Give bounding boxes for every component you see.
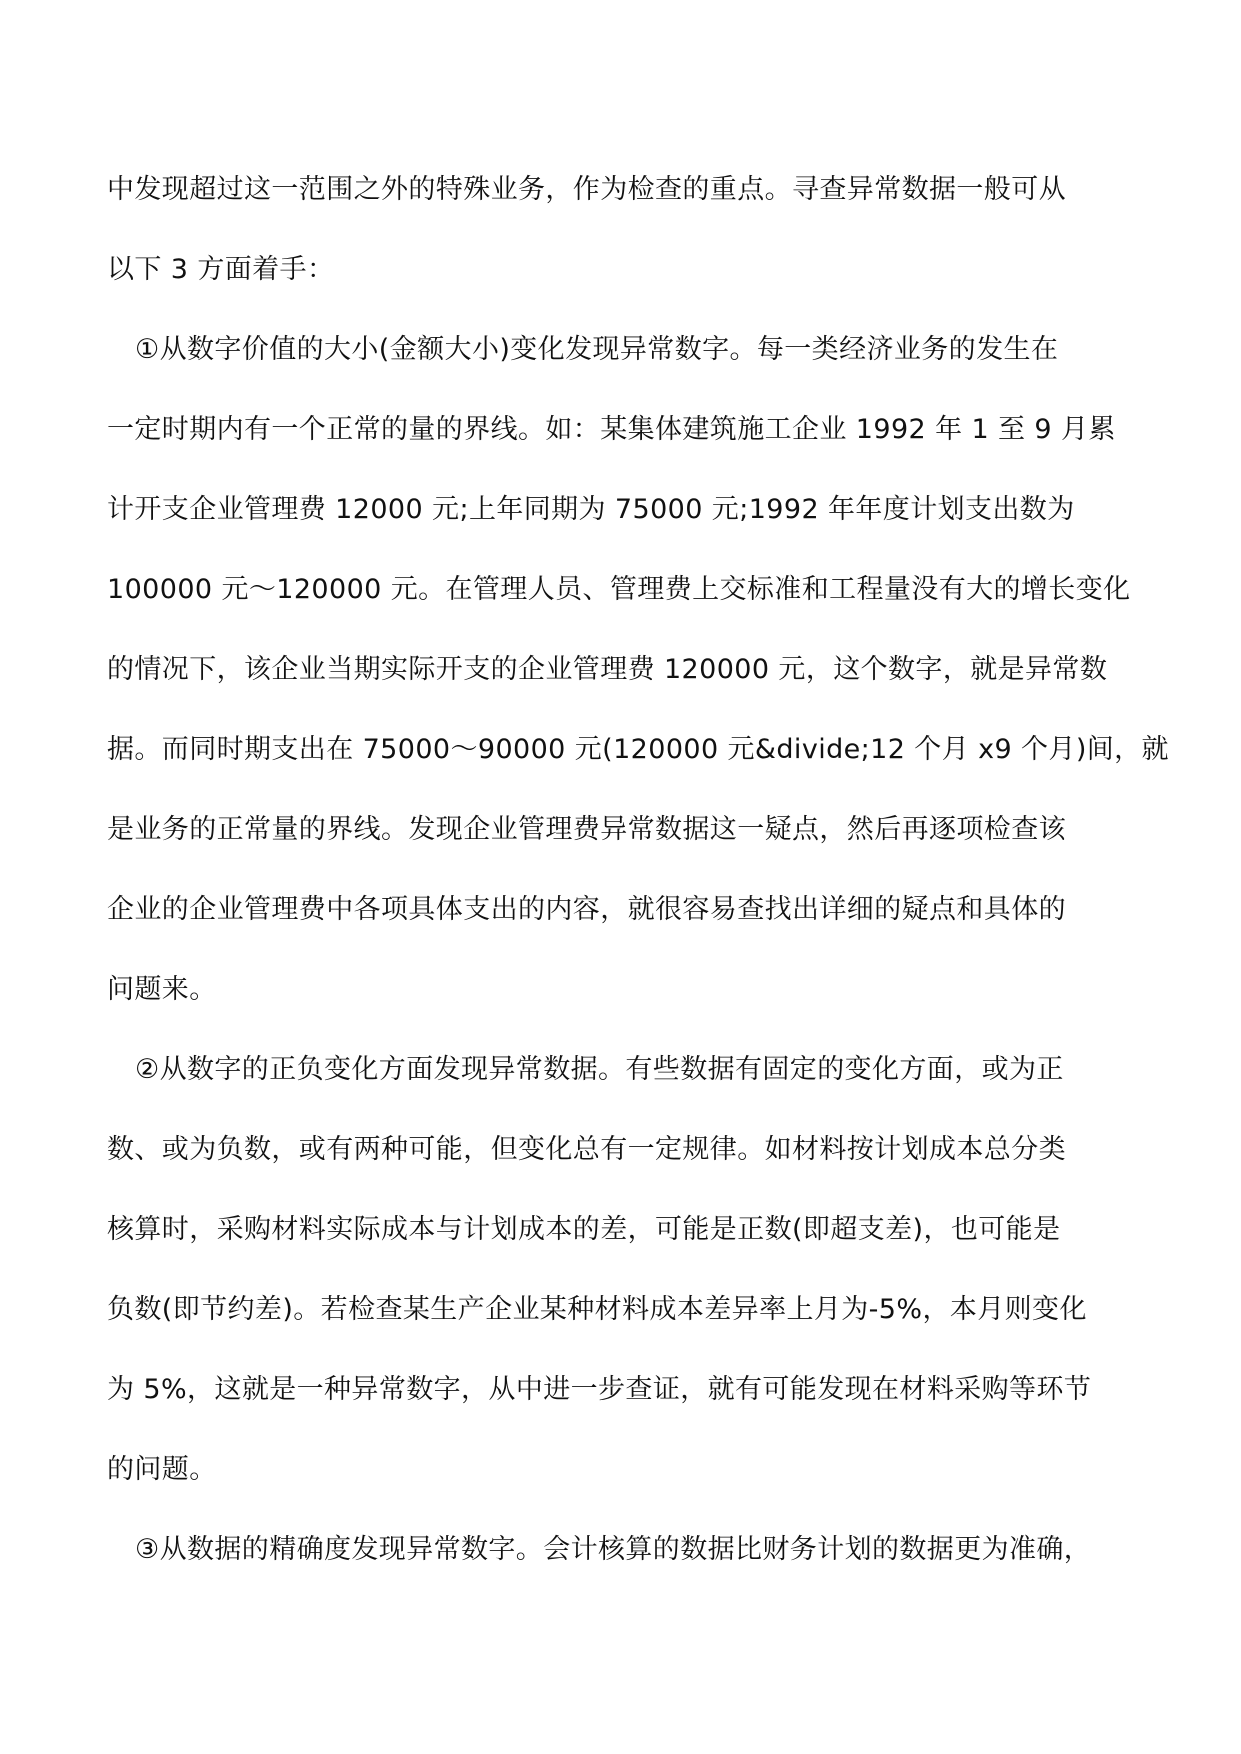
text-line: 为 5%，这就是一种异常数字，从中进一步查证，就有可能发现在材料采购等环节 <box>107 1374 1092 1405</box>
text-line: 中发现超过这一范围之外的特殊业务，作为检查的重点。寻查异常数据一般可从 <box>107 174 1066 205</box>
text-line: 企业的企业管理费中各项具体支出的内容，就很容易查找出详细的疑点和具体的 <box>107 894 1066 925</box>
text-line: ③从数据的精确度发现异常数字。会计核算的数据比财务计划的数据更为准确， <box>135 1534 1092 1565</box>
text-line: ①从数字价值的大小(金额大小)变化发现异常数字。每一类经济业务的发生在 <box>135 334 1059 365</box>
text-line: 的情况下，该企业当期实际开支的企业管理费 120000 元，这个数字，就是异常数 <box>107 654 1108 685</box>
text-line: 核算时，采购材料实际成本与计划成本的差，可能是正数(即超支差)，也可能是 <box>107 1214 1061 1245</box>
text-line: 问题来。 <box>107 974 217 1005</box>
text-line: 据。而同时期支出在 75000～90000 元(120000 元&divide;12 个月 x9 个月)间，就 <box>107 734 1169 765</box>
text-line: 以下 3 方面着手： <box>107 254 335 285</box>
text-line: 是业务的正常量的界线。发现企业管理费异常数据这一疑点，然后再逐项检查该 <box>107 814 1066 845</box>
text-line: 数、或为负数，或有两种可能，但变化总有一定规律。如材料按计划成本总分类 <box>107 1134 1066 1165</box>
text-line: 的问题。 <box>107 1454 217 1485</box>
text-line: 计开支企业管理费 12000 元;上年同期为 75000 元;1992 年年度计划支出数为 <box>107 494 1075 525</box>
text-line: ②从数字的正负变化方面发现异常数据。有些数据有固定的变化方面，或为正 <box>135 1054 1064 1085</box>
text-line: 负数(即节约差)。若检查某生产企业某种材料成本差异率上月为-5%，本月则变化 <box>107 1294 1087 1325</box>
text-line: 100000 元～120000 元。在管理人员、管理费上交标准和工程量没有大的增长变化 <box>107 574 1131 605</box>
text-line: 一定时期内有一个正常的量的界线。如：某集体建筑施工企业 1992 年 1 至 9 月累 <box>107 414 1116 445</box>
